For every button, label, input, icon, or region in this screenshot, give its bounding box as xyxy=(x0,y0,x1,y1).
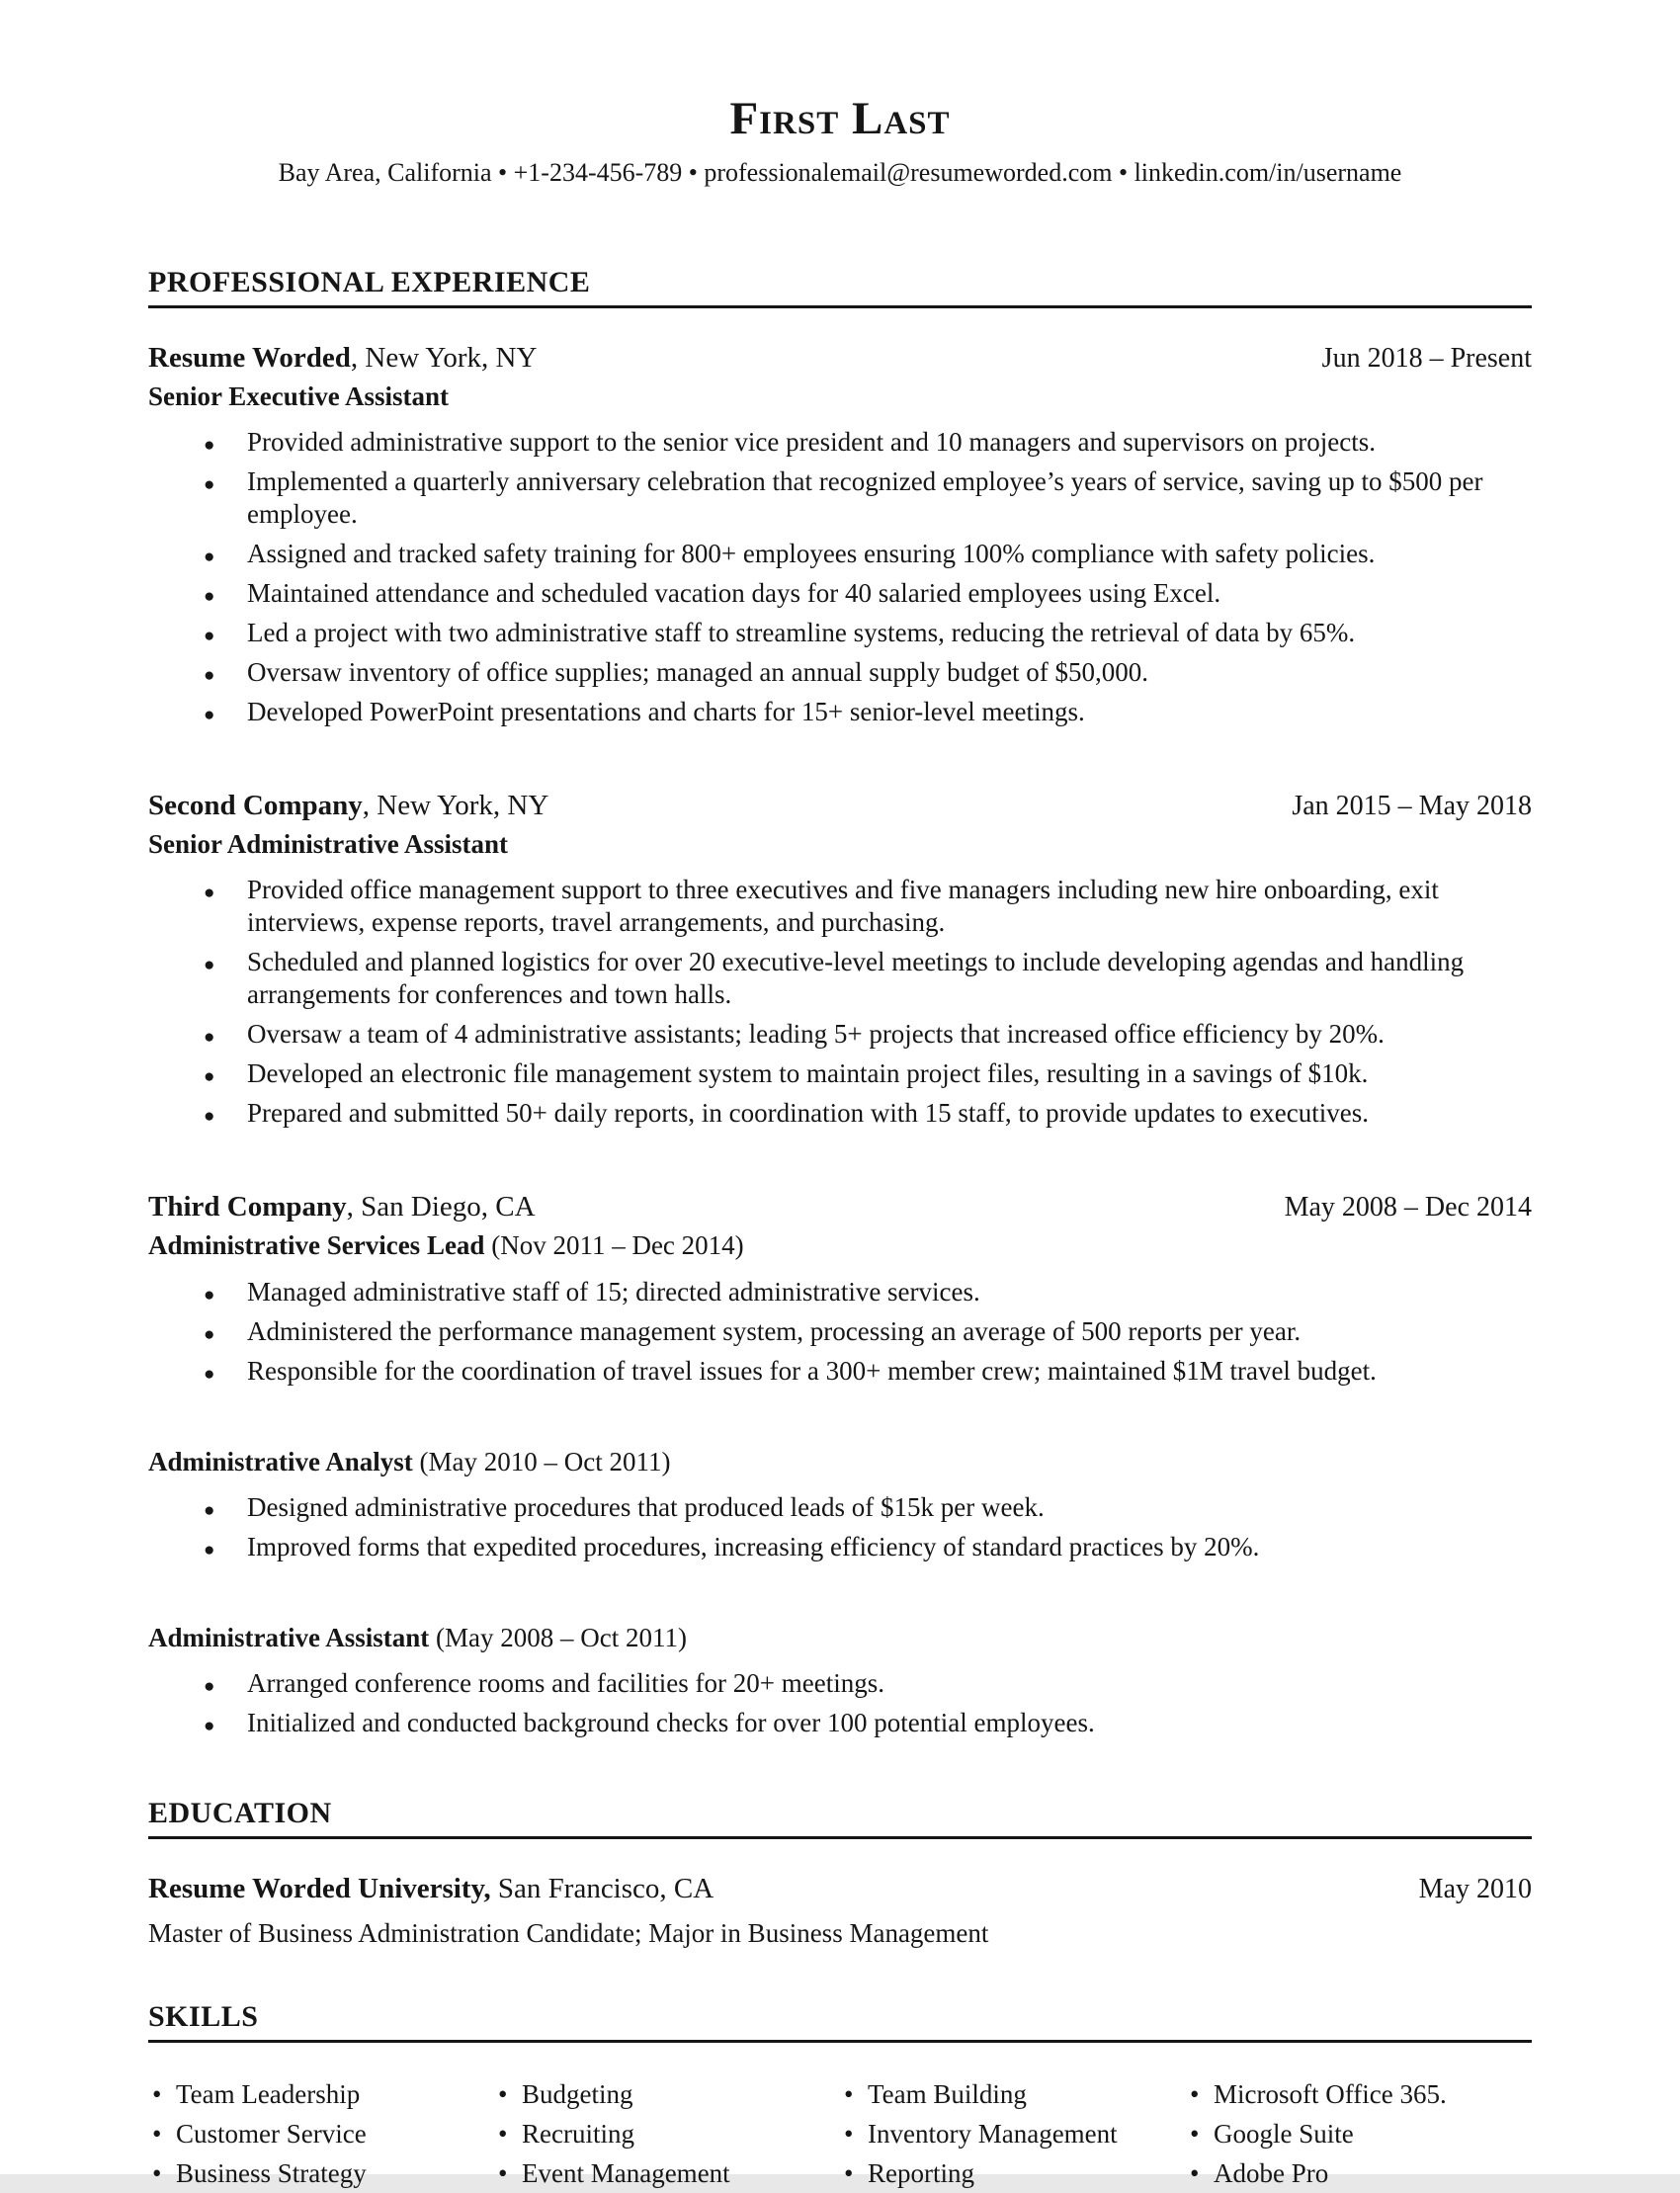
role-title: Administrative Services Lead xyxy=(148,1230,485,1261)
bullet-item: ● Managed administrative staff of 15; directed administrative services. xyxy=(148,1276,1532,1308)
skill-item: • Team Leadership xyxy=(148,2074,494,2114)
bullet-item: ● Assigned and tracked safety training for 800+ employees ensuring 100% compliance with safety policies. xyxy=(148,538,1532,570)
role-list xyxy=(148,1228,1532,1738)
role-title-line xyxy=(148,1445,1532,1479)
education-dates: May 2010 xyxy=(1418,1873,1532,1904)
company-dates: May 2008 – Dec 2014 xyxy=(1284,1192,1532,1223)
skill-item: • Budgeting xyxy=(494,2074,840,2114)
company-block xyxy=(148,1189,1532,1739)
bullet-item: ● Developed an electronic file management system to maintain project files, resulting in a savings of $10k. xyxy=(148,1057,1532,1090)
role-title: Administrative Assistant xyxy=(148,1622,430,1652)
role-block xyxy=(148,827,1532,1130)
bullet-item: ● Developed PowerPoint presentations and charts for 15+ senior-level meetings. xyxy=(148,696,1532,728)
skills-column xyxy=(494,2074,840,2193)
skill-item: • Reporting xyxy=(840,2153,1186,2193)
role-block xyxy=(148,1621,1532,1739)
company-name: Resume Worded xyxy=(148,341,351,374)
bullet-item: ● Prepared and submitted 50+ daily reports, in coordination with 15 staff, to provide updates to executives. xyxy=(148,1097,1532,1130)
company-name: Second Company xyxy=(148,789,363,821)
company-header-line xyxy=(148,340,1532,376)
role-block xyxy=(148,380,1532,728)
skill-item: • Business Strategy xyxy=(148,2153,494,2193)
school-location: San Francisco, CA xyxy=(490,1872,714,1904)
company-name-location xyxy=(148,1189,536,1224)
bullet-item: ● Maintained attendance and scheduled vacation days for 40 salaried employees using Excel. xyxy=(148,577,1532,610)
bullet-list xyxy=(148,1491,1532,1563)
degree-line: Master of Business Administration Candidate; Major in Business Management xyxy=(148,1918,989,1948)
bullet-item: ● Oversaw a team of 4 administrative assistants; leading 5+ projects that increased office efficiency by 20%. xyxy=(148,1018,1532,1051)
section-experience xyxy=(148,266,1532,1739)
role-title-line xyxy=(148,1621,1532,1655)
resume-header xyxy=(148,95,1532,189)
skills-grid xyxy=(148,2074,1532,2193)
skill-item: • Event Management xyxy=(494,2153,840,2193)
bullet-item: ● Provided administrative support to the senior vice president and 10 managers and supervisors on projects. xyxy=(148,426,1532,459)
role-title-line xyxy=(148,1228,1532,1263)
section-title-experience: PROFESSIONAL EXPERIENCE xyxy=(148,266,1532,308)
bullet-item: ● Designed administrative procedures that produced leads of $15k per week. xyxy=(148,1491,1532,1524)
skills-column xyxy=(840,2074,1186,2193)
company-name-location xyxy=(148,340,537,376)
company-block xyxy=(148,788,1532,1130)
bullet-item: ● Initialized and conducted background checks for over 100 potential employees. xyxy=(148,1707,1532,1739)
company-list xyxy=(148,340,1532,1739)
skill-item: • Customer Service xyxy=(148,2114,494,2153)
role-title: Senior Executive Assistant xyxy=(148,380,450,411)
skill-item: • Inventory Management xyxy=(840,2114,1186,2153)
education-header-line xyxy=(148,1871,1532,1906)
bullet-item: ● Arranged conference rooms and facilities for 20+ meetings. xyxy=(148,1667,1532,1700)
skills-column xyxy=(1186,2074,1532,2193)
company-location: , New York, NY xyxy=(350,341,538,374)
role-title-line xyxy=(148,380,1532,414)
section-education xyxy=(148,1797,1532,1951)
skills-column xyxy=(148,2074,494,2193)
company-block xyxy=(148,340,1532,728)
company-location: , San Diego, CA xyxy=(346,1191,536,1223)
role-dates: (May 2010 – Oct 2011) xyxy=(412,1446,671,1476)
skill-item: • Google Suite xyxy=(1186,2114,1532,2153)
role-title: Senior Administrative Assistant xyxy=(148,829,509,860)
company-name-location xyxy=(148,788,548,823)
bullet-item: ● Led a project with two administrative staff to streamline systems, reducing the retrieval of data by 65%. xyxy=(148,617,1532,649)
company-dates: Jan 2015 – May 2018 xyxy=(1292,790,1532,821)
bullet-item: ● Implemented a quarterly anniversary celebration that recognized employee’s years of service, saving up to $500 per employee. xyxy=(148,465,1532,531)
role-dates: (May 2008 – Oct 2011) xyxy=(429,1622,687,1652)
school-name: Resume Worded University, xyxy=(148,1872,491,1904)
bullet-list xyxy=(148,874,1532,1130)
role-title-line xyxy=(148,827,1532,862)
school-name-location xyxy=(148,1871,714,1906)
role-title: Administrative Analyst xyxy=(148,1446,413,1476)
skill-item: • Adobe Pro xyxy=(1186,2153,1532,2193)
bullet-list xyxy=(148,1276,1532,1388)
section-skills xyxy=(148,2000,1532,2193)
role-block xyxy=(148,1228,1532,1387)
skill-item: • Recruiting xyxy=(494,2114,840,2153)
section-title-education: EDUCATION xyxy=(148,1797,1532,1839)
bullet-item: ● Responsible for the coordination of travel issues for a 300+ member crew; maintained $1M travel budget. xyxy=(148,1355,1532,1388)
section-title-skills: SKILLS xyxy=(148,2000,1532,2043)
contact-line: Bay Area, California • +1-234-456-789 • professionalemail@resumeworded.com • linkedin.com/in/username xyxy=(278,158,1402,188)
bullet-item: ● Scheduled and planned logistics for over 20 executive-level meetings to include developing agendas and handling arrangements for conferences and town halls. xyxy=(148,946,1532,1011)
role-block xyxy=(148,1445,1532,1563)
bullet-item: ● Improved forms that expedited procedures, increasing efficiency of standard practices by 20%. xyxy=(148,1531,1532,1563)
company-header-line xyxy=(148,788,1532,823)
company-header-line xyxy=(148,1189,1532,1224)
bullet-item: ● Provided office management support to three executives and five managers including new hire onboarding, exit interviews, expense reports, travel arrangements, and purchasing. xyxy=(148,874,1532,939)
bullet-list xyxy=(148,426,1532,728)
bullet-item: ● Administered the performance management system, processing an average of 500 reports per year. xyxy=(148,1315,1532,1348)
company-dates: Jun 2018 – Present xyxy=(1321,342,1532,374)
role-list xyxy=(148,827,1532,1130)
role-list xyxy=(148,380,1532,728)
company-location: , New York, NY xyxy=(362,789,549,821)
skill-item: • Microsoft Office 365. xyxy=(1186,2074,1532,2114)
person-name: First Last xyxy=(729,93,951,144)
bullet-item: ● Oversaw inventory of office supplies; managed an annual supply budget of $50,000. xyxy=(148,656,1532,689)
bullet-list xyxy=(148,1667,1532,1739)
skill-item: • Team Building xyxy=(840,2074,1186,2114)
company-name: Third Company xyxy=(148,1191,347,1223)
role-dates: (Nov 2011 – Dec 2014) xyxy=(484,1230,744,1261)
